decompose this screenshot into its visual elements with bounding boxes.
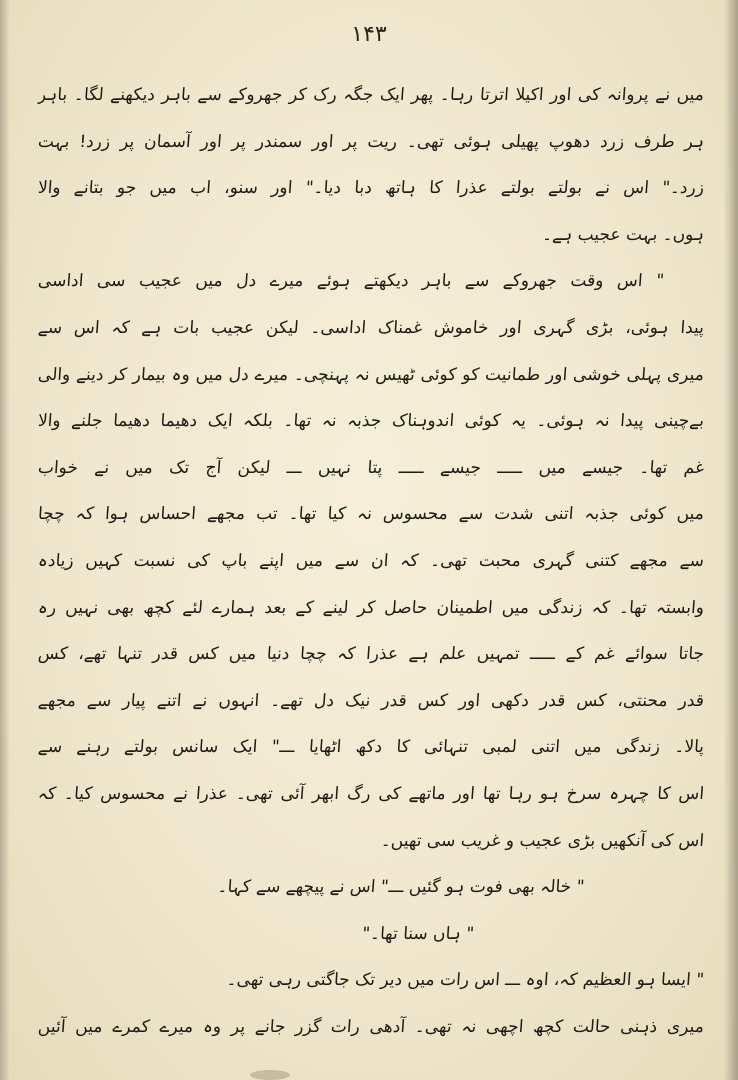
text-line: غم تھا۔ جیسے میں ـــــ جیسے ـــــ پتا نہیں ـــ لیکن آج تک میں نے خواب <box>37 457 705 478</box>
page-shadow-left <box>0 0 10 1080</box>
text-line: قدر محنتی، کس قدر دکھی اور کس قدر نیک دل تھے۔ انہوں نے اتنے پیار سے مجھے <box>37 690 705 711</box>
text-line: اس کی آنکھیں بڑی عجیب و غریب سی تھیں۔ <box>380 830 705 851</box>
page-stain <box>250 1070 290 1080</box>
text-line: پیدا ہوئی، بڑی گہری اور خاموش غمناک اداسی۔ لیکن عجیب بات ہے کہ اس سے <box>37 317 705 338</box>
dialogue-line: " خالہ بھی فوت ہو گئیں ـــ" اس نے پیچھے سے کہا۔ <box>216 877 586 898</box>
text-line: جاتا سوائے غم کے ـــــ تمہیں علم ہے عذرا کہ چچا دنیا میں کس قدر تنہا تھے، کس <box>37 644 705 665</box>
text-line: پالا۔ زندگی میں اتنی لمبی تنہائی کا دکھ اٹھایا ـــ" ایک سانس بولتے رہنے سے <box>37 737 705 758</box>
text-line: بےچینی پیدا نہ ہوئی۔ یہ کوئی اندوہناک جذبہ نہ تھا۔ بلکہ ایک دھیما دھیما جلنے والا <box>37 411 705 432</box>
dialogue-line: " ہاں سنا تھا۔" <box>361 923 475 944</box>
text-line: میں نے پروانہ کی اور اکیلا اترتا رہا۔ پھر ایک جگہ رک کر جھروکے سے باہر دیکھنے لگا۔ باہر <box>37 85 705 105</box>
page-number: ۱۴۳ <box>351 22 387 47</box>
text-line: " اس وقت جھروکے سے باہر دیکھتے ہوئے میرے دل میں عجیب سی اداسی <box>37 271 665 292</box>
text-line: ہر طرف زرد دھوپ پھیلی ہوئی تھی۔ ریت پر اور سمندر پر اور آسمان پر زرد! بہت <box>37 131 705 152</box>
page-text-body <box>38 72 704 1050</box>
text-line: میں کوئی جذبہ اتنی شدت سے محسوس نہ کیا تھا۔ تب مجھے احساس ہوا کہ چچا <box>37 504 705 525</box>
text-line: ہوں۔ بہت عجیب ہے۔ <box>541 224 705 245</box>
page-shadow-right <box>724 0 738 1080</box>
text-line: اس کا چہرہ سرخ ہو رہا تھا اور ماتھے کی رگ ابھر آئی تھی۔ عذرا نے محسوس کیا۔ کہ <box>37 783 705 804</box>
text-line: زرد۔" اس نے بولتے بولتے عذرا کا ہاتھ دبا دیا۔" اور سنو، اب میں جو بتانے والا <box>37 178 705 199</box>
dialogue-line: " ایسا ہو العظیم کہ، اوہ ـــ اس رات میں دیر تک جاگتی رہی تھی۔ <box>226 970 705 991</box>
text-line: میری ذہنی حالت کچھ اچھی نہ تھی۔ آدھی رات گزر جانے پر وہ میرے کمرے میں آئیں <box>37 1016 705 1037</box>
text-line: وابستہ تھا۔ کہ زندگی میں اطمینان حاصل کر لینے کے بعد ہمارے لئے کچھ بھی نہیں رہ <box>37 597 705 618</box>
text-line: سے مجھے کتنی گہری محبت تھی۔ کہ ان سے میں اپنے باپ کی نسبت کہیں زیادہ <box>37 550 705 571</box>
text-line: میری پہلی خوشی اور طمانیت کو کوئی ٹھیس نہ پہنچی۔ میرے دل میں وہ بیمار کر دینے والی <box>37 364 705 385</box>
